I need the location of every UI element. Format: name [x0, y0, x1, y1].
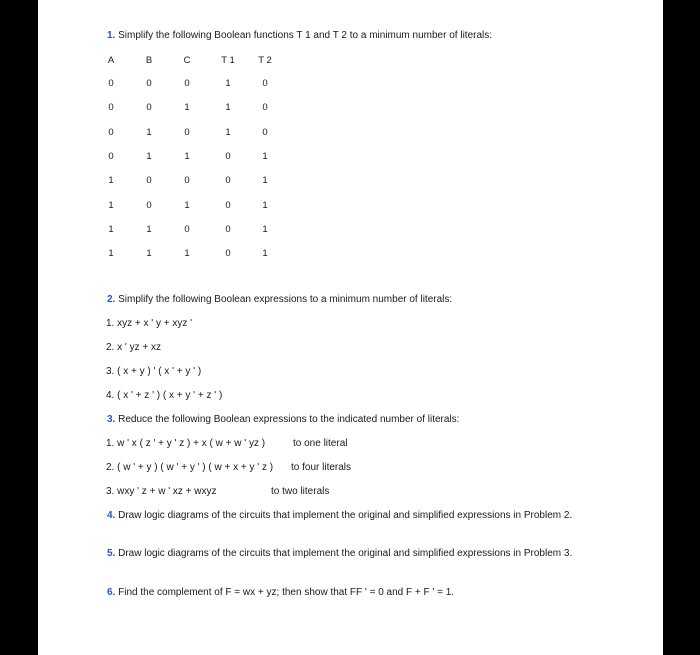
question-2-item: 4. ( x ' + z ' ) ( x + y ' + z ' )	[106, 390, 223, 401]
question-2	[107, 294, 452, 306]
table-cell: 0	[225, 248, 231, 259]
table-cell: 0	[262, 78, 268, 89]
question-2-item: 3. ( x + y ) ' ( x ' + y ' )	[106, 366, 202, 377]
question-4	[107, 509, 577, 523]
table-cell: 1	[184, 151, 190, 162]
table-cell: 0	[108, 102, 114, 113]
table-cell: 1	[262, 200, 268, 211]
table-cell: 1	[262, 248, 268, 259]
question-2-item: 1. xyz + x ' y + xyz '	[106, 318, 193, 329]
question-4-number: 4.	[107, 510, 116, 521]
question-1	[107, 30, 492, 42]
table-cell: 0	[225, 151, 231, 162]
question-5-number: 5.	[107, 548, 116, 559]
table-cell: 1	[184, 200, 190, 211]
question-5-text: Draw logic diagrams of the circuits that implement the original and simplified expressions in Problem 3.	[118, 548, 573, 559]
question-3-text: Reduce the following Boolean expressions to the indicated number of literals:	[118, 414, 460, 425]
table-cell: 0	[225, 224, 231, 235]
table-cell: 1	[225, 127, 231, 138]
question-6	[107, 587, 454, 599]
question-3-target: to four literals	[291, 462, 352, 473]
question-3-expression: 2. ( w ' + y ) ( w ' + y ' ) ( w + x + y ' z )	[106, 462, 274, 473]
table-cell: 1	[108, 248, 114, 259]
question-3-expression: 1. w ' x ( z ' + y ' z ) + x ( w + w ' yz )	[106, 438, 266, 449]
question-1-number: 1.	[107, 30, 116, 41]
table-cell: 1	[225, 78, 231, 89]
table-cell: 0	[146, 175, 152, 186]
table-header-cell: A	[107, 55, 115, 66]
table-cell: 0	[184, 175, 190, 186]
question-3-target: to two literals	[271, 486, 330, 497]
table-cell: 0	[184, 224, 190, 235]
table-cell: 0	[184, 78, 190, 89]
question-2-number: 2.	[107, 294, 116, 305]
question-2-text: Simplify the following Boolean expressions to a minimum number of literals:	[118, 294, 453, 305]
table-cell: 1	[262, 224, 268, 235]
table-cell: 0	[108, 127, 114, 138]
table-header-cell: T 1	[221, 55, 235, 66]
question-1-text: Simplify the following Boolean functions T 1 and T 2 to a minimum number of literals:	[118, 30, 493, 41]
document-page	[38, 0, 663, 655]
table-cell: 1	[108, 224, 114, 235]
table-cell: 0	[146, 102, 152, 113]
question-3-number: 3.	[107, 414, 116, 425]
table-cell: 0	[262, 127, 268, 138]
table-cell: 0	[262, 102, 268, 113]
table-cell: 1	[146, 151, 152, 162]
table-cell: 1	[262, 175, 268, 186]
table-cell: 1	[184, 248, 190, 259]
table-cell: 1	[108, 175, 114, 186]
table-cell: 0	[225, 175, 231, 186]
table-cell: 0	[108, 78, 114, 89]
question-2-item: 2. x ' yz + xz	[106, 342, 161, 353]
table-cell: 0	[225, 200, 231, 211]
question-3-expression: 3. wxy ' z + w ' xz + wxyz	[106, 486, 217, 497]
table-cell: 1	[146, 224, 152, 235]
table-header-cell: T 2	[258, 55, 272, 66]
question-3	[107, 414, 459, 426]
question-3-target: to one literal	[293, 438, 348, 449]
table-cell: 1	[225, 102, 231, 113]
table-cell: 0	[184, 127, 190, 138]
table-cell: 1	[108, 200, 114, 211]
question-5	[107, 547, 577, 561]
table-header-cell: B	[145, 55, 153, 66]
table-cell: 0	[146, 78, 152, 89]
question-6-number: 6.	[107, 587, 116, 598]
table-cell: 1	[146, 127, 152, 138]
question-6-text: Find the complement of F = wx + yz; then show that FF ' = 0 and F + F ' = 1.	[118, 587, 455, 598]
table-header-cell: C	[183, 55, 191, 66]
table-cell: 1	[262, 151, 268, 162]
question-4-text: Draw logic diagrams of the circuits that implement the original and simplified expressions in Problem 2.	[118, 510, 573, 521]
table-cell: 1	[146, 248, 152, 259]
table-cell: 0	[146, 200, 152, 211]
table-cell: 0	[108, 151, 114, 162]
table-cell: 1	[184, 102, 190, 113]
